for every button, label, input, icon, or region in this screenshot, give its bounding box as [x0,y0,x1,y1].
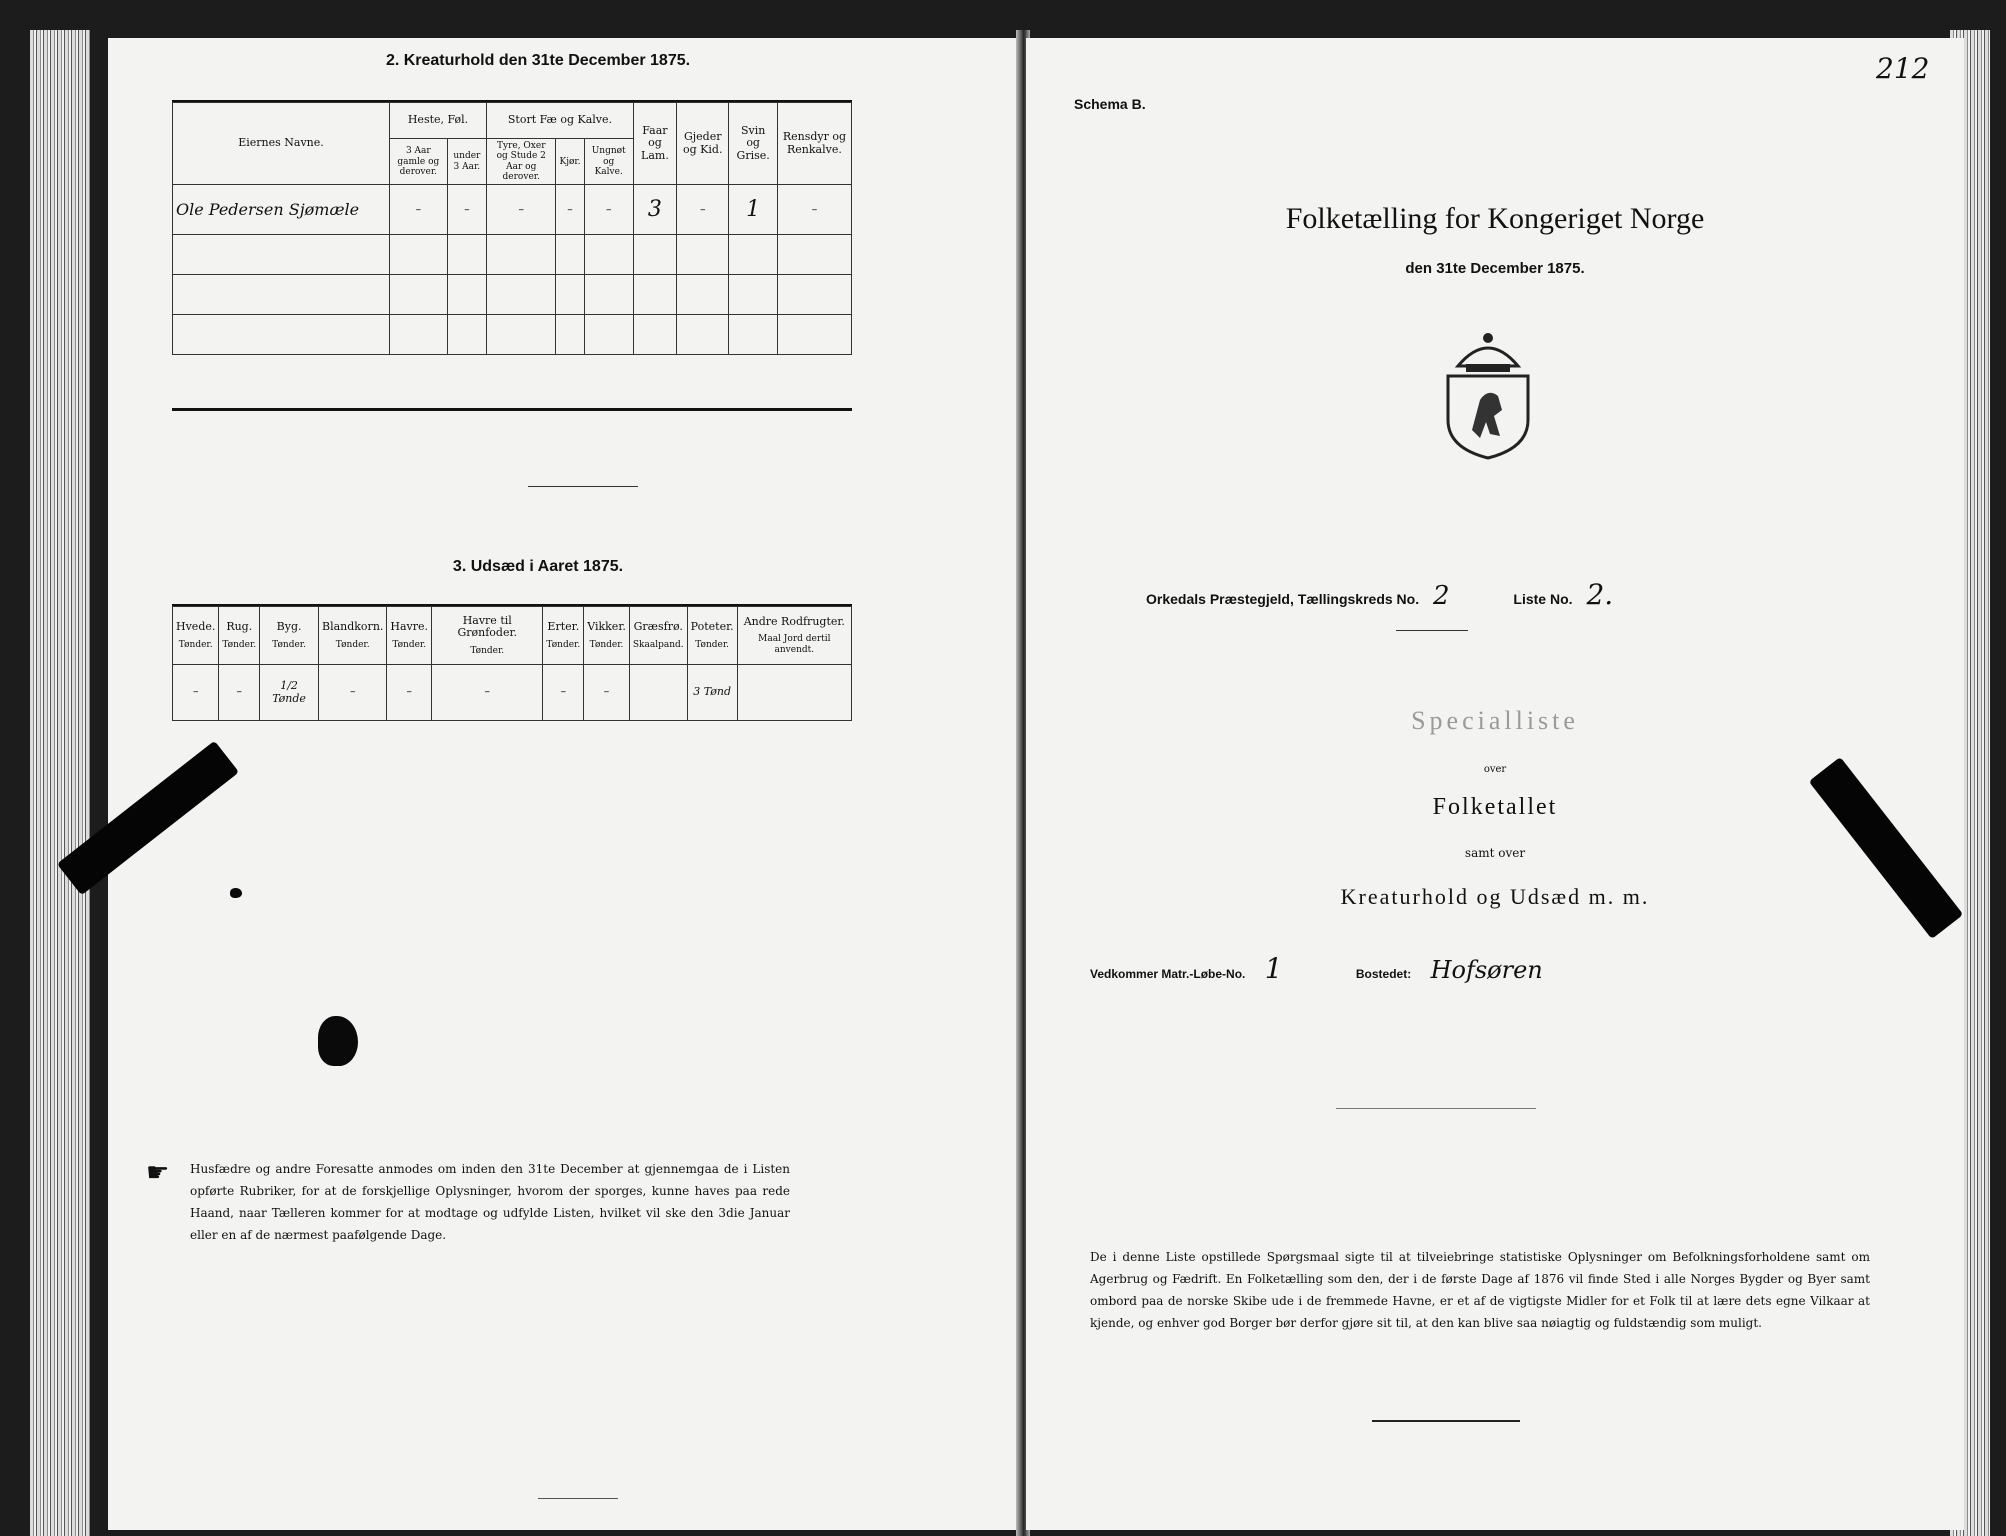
seed-unit: Tønder. [335,639,370,650]
seed-crop-name: Havre. [390,620,429,633]
census-title: Folketælling for Kongeriget Norge [1285,202,1705,235]
seed-title: 3. Udsæd i Aaret 1875. [452,558,624,575]
footer-text: De i denne Liste opstillede Spørgsmaal sigte til at tilveiebringe statistiske Oplysninger om Befolkningsforholdene samt om Agerbrug og Fædrift. En Folketælling som den, der i de første Dage af 1876 vil finde Sted i alle Norges Bygder og Byer samt ombord paa de norske Skibe ude i de fremmede Havne, er et af de vigtigste Midler for et Folk til at lære dets egne Vilkaar at kjende, og enhver god Borger bør derfor gjøre sit til, at den kan blive saa nøiagtig og fuldstændig som muligt. [1090,1250,1870,1330]
matr-label: Vedkommer Matr.-Løbe-No. [1090,967,1246,981]
cell-cattle-young: – [584,185,633,235]
seed-header [543,607,584,665]
header-cattle: Stort Fæ og Kalve. [487,103,634,139]
left-page [108,38,1018,1530]
bosted-value: Hofsøren [1430,956,1543,984]
seed-value [737,665,851,721]
seed-header [173,607,219,665]
notice-text: Husfædre og andre Foresatte anmodes om inden den 31te December at gjennemgaa de i Listen opførte Rubriker, for at de forskjellige Oplysninger, hvorom der sporges, kunne haves paa rede Haand, naar Tælleren kommer for at modtage og udfylde Listen, hvilket vil ske den 3die Januar eller en af de nærmest paafølgende Dage. [190,1162,790,1242]
seed-table [172,606,852,721]
header-cattle-cows: Kjør. [556,139,584,185]
seed-crop-name: Byg. [276,620,302,633]
bosted-label: Bostedet: [1355,967,1412,981]
right-page [1026,38,1964,1530]
divider [528,486,638,487]
seed-header [432,607,543,665]
seed-value: – [318,665,386,721]
cell-cattle-bulls: – [487,185,556,235]
seed-header [687,607,737,665]
seed-crop-name: Græsfrø. [633,620,683,633]
seed-unit: Maal Jord dertil anvendt. [758,634,831,655]
kreaturhold-heading: Kreaturhold og Udsæd m. m. [1340,884,1650,909]
header-goats: Gjeder og Kid. [677,103,729,185]
seed-value: – [584,665,630,721]
seed-unit: Tønder. [392,639,427,650]
seed-value: – [173,665,219,721]
cell-sheep: 3 [633,185,676,235]
parish-name: Orkedals Præstegjeld, [1146,591,1294,607]
seed-crop-name: Havre til Grønfoder. [457,613,517,640]
bottom-mark [538,1498,618,1499]
seed-crop-name: Hvede. [176,620,216,633]
cell-pigs: 1 [729,185,777,235]
seed-header [629,607,687,665]
matrikkel-line [1090,952,1910,985]
seed-unit: Tønder. [222,639,257,650]
list-label: Liste No. [1513,591,1573,607]
header-cattle-young: Ungnøt og Kalve. [584,139,633,185]
folketallet-heading: Folketallet [1432,794,1558,820]
divider-2 [1336,1108,1536,1109]
seed-header [318,607,386,665]
livestock-title: 2. Kreaturhold den 31te December 1875. [385,52,691,69]
seed-value: 1/2 Tønde [260,665,319,721]
cell-goats: – [677,185,729,235]
seed-unit: Tønder. [546,639,581,650]
cell-cattle-cows: – [556,185,584,235]
cell-reindeer: – [777,185,851,235]
seed-unit: Tønder. [272,639,306,650]
seed-value [629,665,687,721]
seed-value: – [432,665,543,721]
seed-unit: Tønder. [178,639,213,650]
table-row [173,185,852,235]
seed-unit: Skaalpand. [632,639,684,650]
owner-name: Ole Pedersen Sjømæle [173,185,390,235]
over-text: over [1483,764,1507,775]
samt-over-text: samt over [1464,846,1526,860]
header-cattle-bulls: Tyre, Oxer og Stude 2 Aar og derover. [487,139,556,185]
seed-value: 3 Tønd [687,665,737,721]
special-list-heading: Specialliste [1411,706,1579,735]
header-horses: Heste, Føl. [390,103,487,139]
seed-unit: Tønder. [695,639,730,650]
seed-header [584,607,630,665]
schema-label: Schema B. [1074,96,1146,112]
seed-header [387,607,432,665]
seed-crop-name: Rug. [226,620,253,633]
seed-header [737,607,851,665]
seed-header [260,607,319,665]
header-sheep: Faar og Lam. [633,103,676,185]
seed-unit: Tønder. [470,645,505,656]
livestock-table [172,102,852,355]
header-horses-young: under 3 Aar. [447,139,486,185]
seed-crop-name: Erter. [547,620,580,633]
matr-number: 1 [1264,952,1283,985]
seed-value: – [387,665,432,721]
seed-unit: Tønder. [589,639,624,650]
seed-crop-name: Blandkorn. [321,620,384,633]
seed-value: – [543,665,584,721]
page-number: 212 [1876,52,1930,85]
header-owner: Eiernes Navne. [173,103,390,185]
left-page-edges [30,30,90,1536]
seed-crop-name: Vikker. [587,620,626,633]
cell-horses-old: – [390,185,448,235]
divider-1 [1396,630,1468,631]
seed-crop-name: Andre Rodfrugter. [743,614,845,628]
livestock-bottom-rule [172,408,852,411]
ink-blot [318,1016,358,1066]
pointing-hand-icon: ☛ [146,1158,170,1188]
header-pigs: Svin og Grise. [729,103,777,185]
seed-value: – [219,665,260,721]
census-date: den 31te December 1875. [1405,260,1585,277]
location-line [1146,578,1906,611]
district-number: 2 [1432,581,1450,611]
cell-horses-young: – [447,185,486,235]
seed-crop-name: Poteter. [690,620,734,633]
divider-3 [1372,1420,1520,1422]
header-horses-old: 3 Aar gamle og derover. [390,139,448,185]
district-label: Tællingskreds No. [1297,591,1420,607]
coat-of-arms-icon [1436,330,1540,460]
seed-header [219,607,260,665]
header-reindeer: Rensdyr og Renkalve. [777,103,851,185]
ink-specks [230,888,242,898]
list-number: 2. [1586,578,1614,611]
